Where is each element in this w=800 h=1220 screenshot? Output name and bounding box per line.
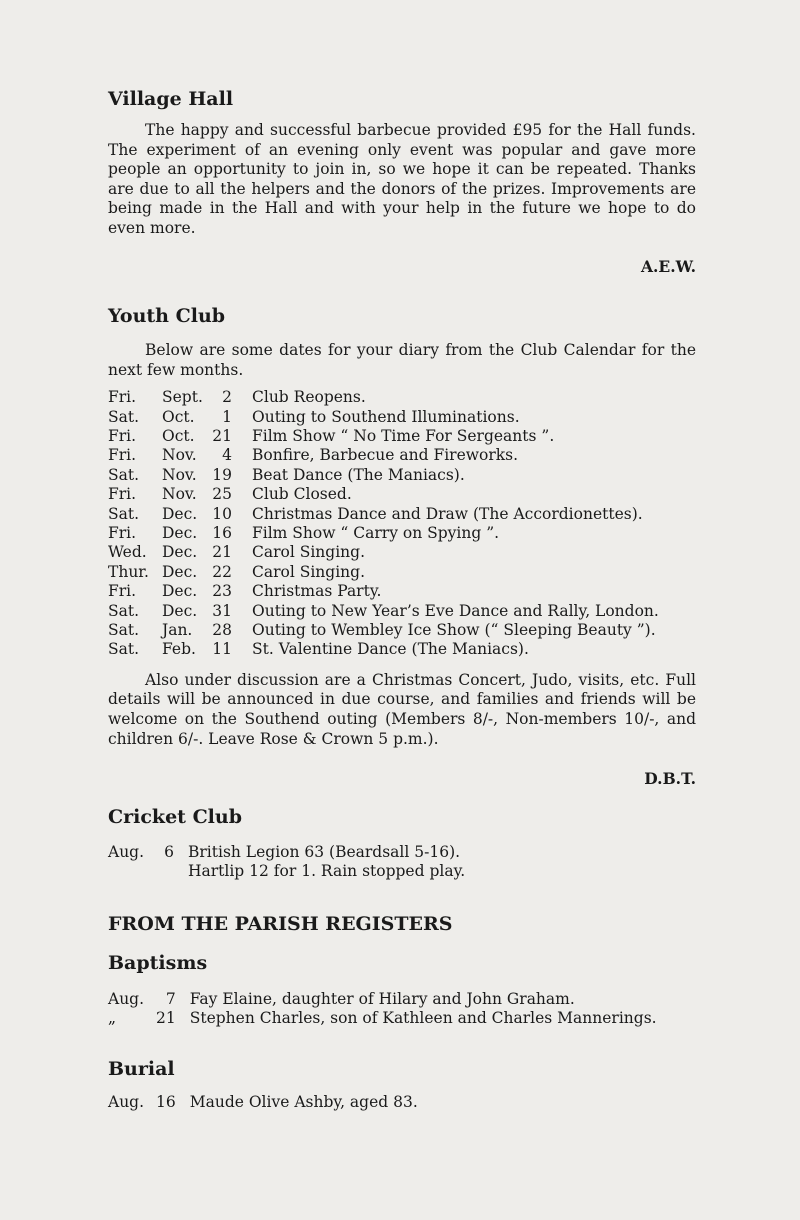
calendar-month: Dec.	[162, 562, 198, 581]
burial-row	[108, 1093, 418, 1112]
cricket-club-section	[108, 806, 696, 882]
baptism-month: „	[108, 1009, 117, 1028]
cricket-result-row	[108, 843, 465, 862]
calendar-row	[108, 621, 659, 640]
calendar-row	[108, 582, 659, 601]
baptism-row	[108, 990, 657, 1009]
baptism-row	[108, 1009, 657, 1028]
calendar-date: 4	[222, 446, 232, 465]
youth-club-signature: D.B.T.	[644, 769, 696, 789]
calendar-row	[108, 408, 659, 427]
youth-club-section	[108, 305, 696, 789]
calendar-row	[108, 446, 659, 465]
calendar-date: 10	[212, 504, 232, 523]
calendar-month: Jan.	[162, 621, 193, 640]
calendar-date: 22	[212, 562, 232, 581]
calendar-event: Outing to Southend Illuminations.	[252, 407, 520, 426]
calendar-event: Outing to New Year’s Eve Dance and Rally, London.	[252, 601, 659, 620]
youth-club-intro: Below are some dates for your diary from the Club Calendar for the next few months.	[108, 341, 696, 379]
calendar-month: Oct.	[162, 407, 195, 426]
burial-date: 16	[156, 1092, 176, 1111]
calendar-event: Club Closed.	[252, 485, 352, 504]
calendar-event: Carol Singing.	[252, 543, 365, 562]
calendar-day: Fri.	[108, 485, 137, 504]
calendar-day: Sat.	[108, 504, 140, 523]
calendar-date: 2	[222, 388, 232, 407]
calendar-row	[108, 388, 659, 407]
calendar-date: 31	[212, 601, 232, 620]
burial-text: Maude Olive Ashby, aged 83.	[189, 1092, 418, 1111]
cricket-results	[108, 843, 465, 882]
calendar-month: Sept.	[162, 388, 203, 407]
calendar-day: Fri.	[108, 582, 137, 601]
calendar-date: 21	[212, 427, 232, 445]
baptism-date: 7	[165, 990, 176, 1008]
calendar-month: Nov.	[162, 446, 197, 465]
calendar-event: Film Show “ Carry on Spying ”.	[252, 524, 500, 543]
calendar-event: St. Valentine Dance (The Maniacs).	[252, 640, 529, 659]
cricket-month: Aug.	[108, 843, 145, 861]
baptism-text: Fay Elaine, daughter of Hilary and John Graham.	[189, 990, 575, 1008]
calendar-month: Dec.	[162, 543, 198, 562]
calendar-date: 25	[212, 485, 232, 504]
calendar-day: Wed.	[108, 543, 147, 562]
calendar-row	[108, 485, 659, 504]
calendar-day: Sat.	[108, 621, 140, 640]
calendar-month: Oct.	[162, 427, 195, 445]
village-hall-heading: Village Hall	[108, 88, 234, 110]
calendar-day: Thur.	[108, 562, 149, 581]
baptisms-list	[108, 990, 657, 1029]
cricket-line-1: British Legion 63 (Beardsall 5-16).	[188, 843, 461, 861]
calendar-date: 19	[212, 465, 232, 484]
calendar-date: 23	[212, 582, 232, 601]
calendar-day: Sat.	[108, 640, 140, 659]
calendar-event: Beat Dance (The Maniacs).	[252, 465, 465, 484]
youth-club-outro: Also under discussion are a Christmas Concert, Judo, visits, etc. Full details will be announced in due course, and families and friends will be welcome on the Southend outing (Members 8/-, Non-members 10/-, and children 6/-. Leave Rose & Crown 5 p.m.).	[108, 670, 696, 748]
calendar-row	[108, 466, 659, 485]
calendar-row	[108, 602, 659, 621]
calendar-month: Dec.	[162, 504, 198, 523]
baptisms-heading: Baptisms	[108, 952, 208, 974]
calendar-date: 28	[212, 621, 232, 640]
calendar-day: Fri.	[108, 446, 137, 465]
calendar-day: Sat.	[108, 601, 140, 620]
youth-club-calendar	[108, 388, 659, 660]
burial-month: Aug.	[108, 1092, 145, 1111]
parish-registers-heading: FROM THE PARISH REGISTERS	[108, 913, 453, 935]
calendar-day: Sat.	[108, 407, 140, 426]
calendar-month: Dec.	[162, 582, 198, 601]
calendar-event: Film Show “ No Time For Sergeants ”.	[252, 427, 555, 445]
calendar-event: Bonfire, Barbecue and Fireworks.	[252, 446, 519, 465]
village-hall-body: The happy and successful barbecue provided £95 for the Hall funds. The experiment of an evening only event was popular and gave more people an opportunity to join in, so we hope it can be repeated. Thanks are due to all the helpers and the donors of the prizes. Improvements are being made in the Hall and with your help in the future we hope to do even more.	[108, 121, 696, 237]
calendar-row	[108, 563, 659, 582]
calendar-date: 21	[212, 543, 232, 562]
calendar-day: Fri.	[108, 388, 137, 407]
calendar-row	[108, 543, 659, 562]
burial-list	[108, 1093, 418, 1112]
calendar-event: Carol Singing.	[252, 562, 365, 581]
calendar-row	[108, 505, 659, 524]
calendar-row	[108, 640, 659, 659]
cricket-date: 6	[164, 843, 174, 861]
village-hall-section	[108, 88, 696, 277]
calendar-month: Dec.	[162, 524, 198, 543]
calendar-month: Nov.	[162, 485, 197, 504]
calendar-event: Club Reopens.	[252, 388, 366, 407]
village-hall-signature: A.E.W.	[640, 256, 696, 276]
calendar-event: Outing to Wembley Ice Show (“ Sleeping Beauty ”).	[252, 621, 656, 640]
calendar-day: Sat.	[108, 465, 140, 484]
baptism-month: Aug.	[108, 990, 145, 1008]
calendar-day: Fri.	[108, 524, 137, 543]
baptism-date: 21	[156, 1009, 176, 1028]
calendar-day: Fri.	[108, 427, 137, 445]
cricket-result-row	[108, 862, 465, 881]
cricket-line-2: Hartlip 12 for 1. Rain stopped play.	[188, 862, 466, 881]
calendar-month: Nov.	[162, 465, 197, 484]
calendar-month: Feb.	[162, 640, 196, 659]
calendar-row	[108, 427, 659, 446]
calendar-event: Christmas Dance and Draw (The Accordionettes).	[252, 504, 643, 523]
calendar-date: 1	[222, 407, 232, 426]
baptism-text: Stephen Charles, son of Kathleen and Charles Mannerings.	[189, 1009, 657, 1028]
calendar-date: 11	[212, 640, 232, 659]
calendar-event: Christmas Party.	[252, 582, 382, 601]
calendar-date: 16	[212, 524, 232, 543]
burial-heading: Burial	[108, 1057, 175, 1080]
cricket-club-heading: Cricket Club	[108, 806, 243, 828]
parish-registers-section	[108, 913, 696, 1112]
calendar-month: Dec.	[162, 601, 198, 620]
calendar-row	[108, 524, 659, 543]
youth-club-heading: Youth Club	[108, 305, 226, 327]
